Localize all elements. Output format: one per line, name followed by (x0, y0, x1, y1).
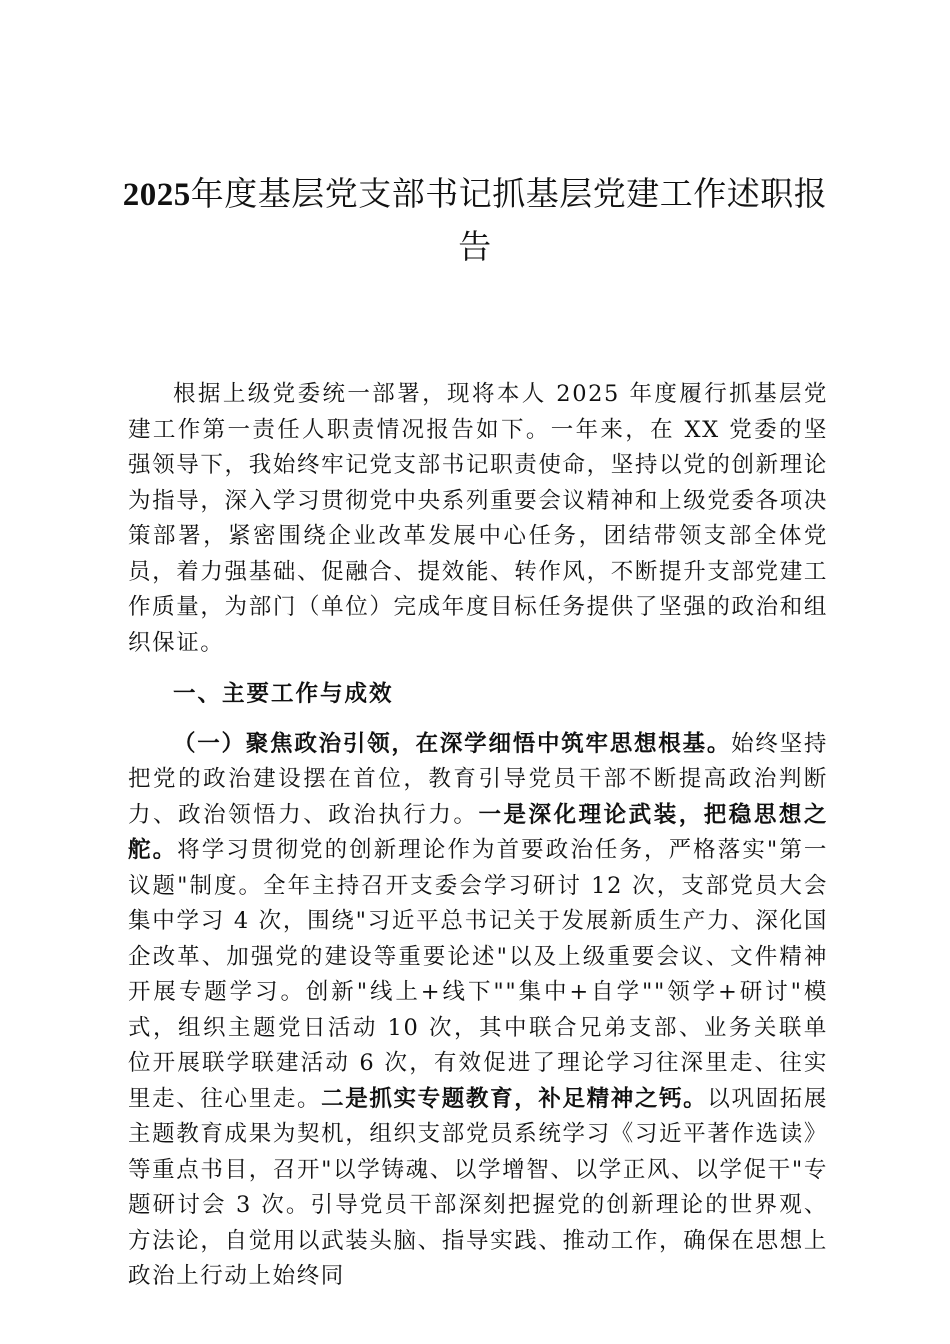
document-title (120, 168, 830, 273)
title-year: 2025 (122, 177, 191, 213)
section-heading: 一、主要工作与成效 (173, 681, 394, 707)
subsection-text-3: 以巩固拓展主题教育成果为契机，组织支部党员系统学习《习近平著作选读》等重点书目，召开"以学铸魂、以学增智、以学正风、以学促干"专题研讨会 3 次。引导党员干部深刻把握党的创新理论的世界观、方法论，自觉用以武装头脑、指导实践、推动工作，确保在思想上政治上行动上始终同 (128, 1085, 828, 1289)
subsection-heading: （一）聚焦政治引领，在深学细悟中筑牢思想根基。 (173, 730, 732, 757)
intro-paragraph: 根据上级党委统一部署，现将本人 2025 年度履行抓基层党建工作第一责任人职责情况报告如下。一年来，在 XX 党委的坚强领导下，我始终牢记党支部书记职责使命，坚持以党的创新理论为指导，深入学习贯彻党中央系列重要会议精神和上级党委各项决策部署，紧密围绕企业改革发展中心任务，团结带领支部全体党员，着力强基础、促融合、提效能、转作风，不断提升支部党建工作质量，为部门（单位）完成年度目标任务提供了坚强的政治和组织保证。 (128, 381, 828, 656)
subsection-paragraph (128, 727, 828, 1295)
point-heading-2: 二是抓实专题教育，补足精神之钙。 (321, 1085, 708, 1112)
title-text: 年度基层党支部书记抓基层党建工作述职报告 (190, 174, 828, 266)
document-body (128, 377, 828, 1295)
subsection-text-1: 始终坚持把党的政治建设摆在首位，教育引导党员干部不断提高政治判断力、政治领悟力、政治执行力。 (128, 730, 828, 828)
point-heading-1: 一是深化理论武装，把稳思想之舵。 (128, 801, 828, 863)
subsection-text-2: 将学习贯彻党的创新理论作为首要政治任务，严格落实"第一议题"制度。全年主持召开支委会学习研讨 12 次，支部党员大会集中学习 4 次，围绕"习近平总书记关于发展新质生产力、深化国企改革、加强党的建设等重要论述"以及上级重要会议、文件精神开展专题学习。创新"线上+线下""集中+自学""领学+研讨"模式，组织主题党日活动 10 次，其中联合兄弟支部、业务关联单位开展联学联建活动 6 次，有效促进了理论学习往深里走、往实里走、往心里走。 (128, 837, 828, 1112)
